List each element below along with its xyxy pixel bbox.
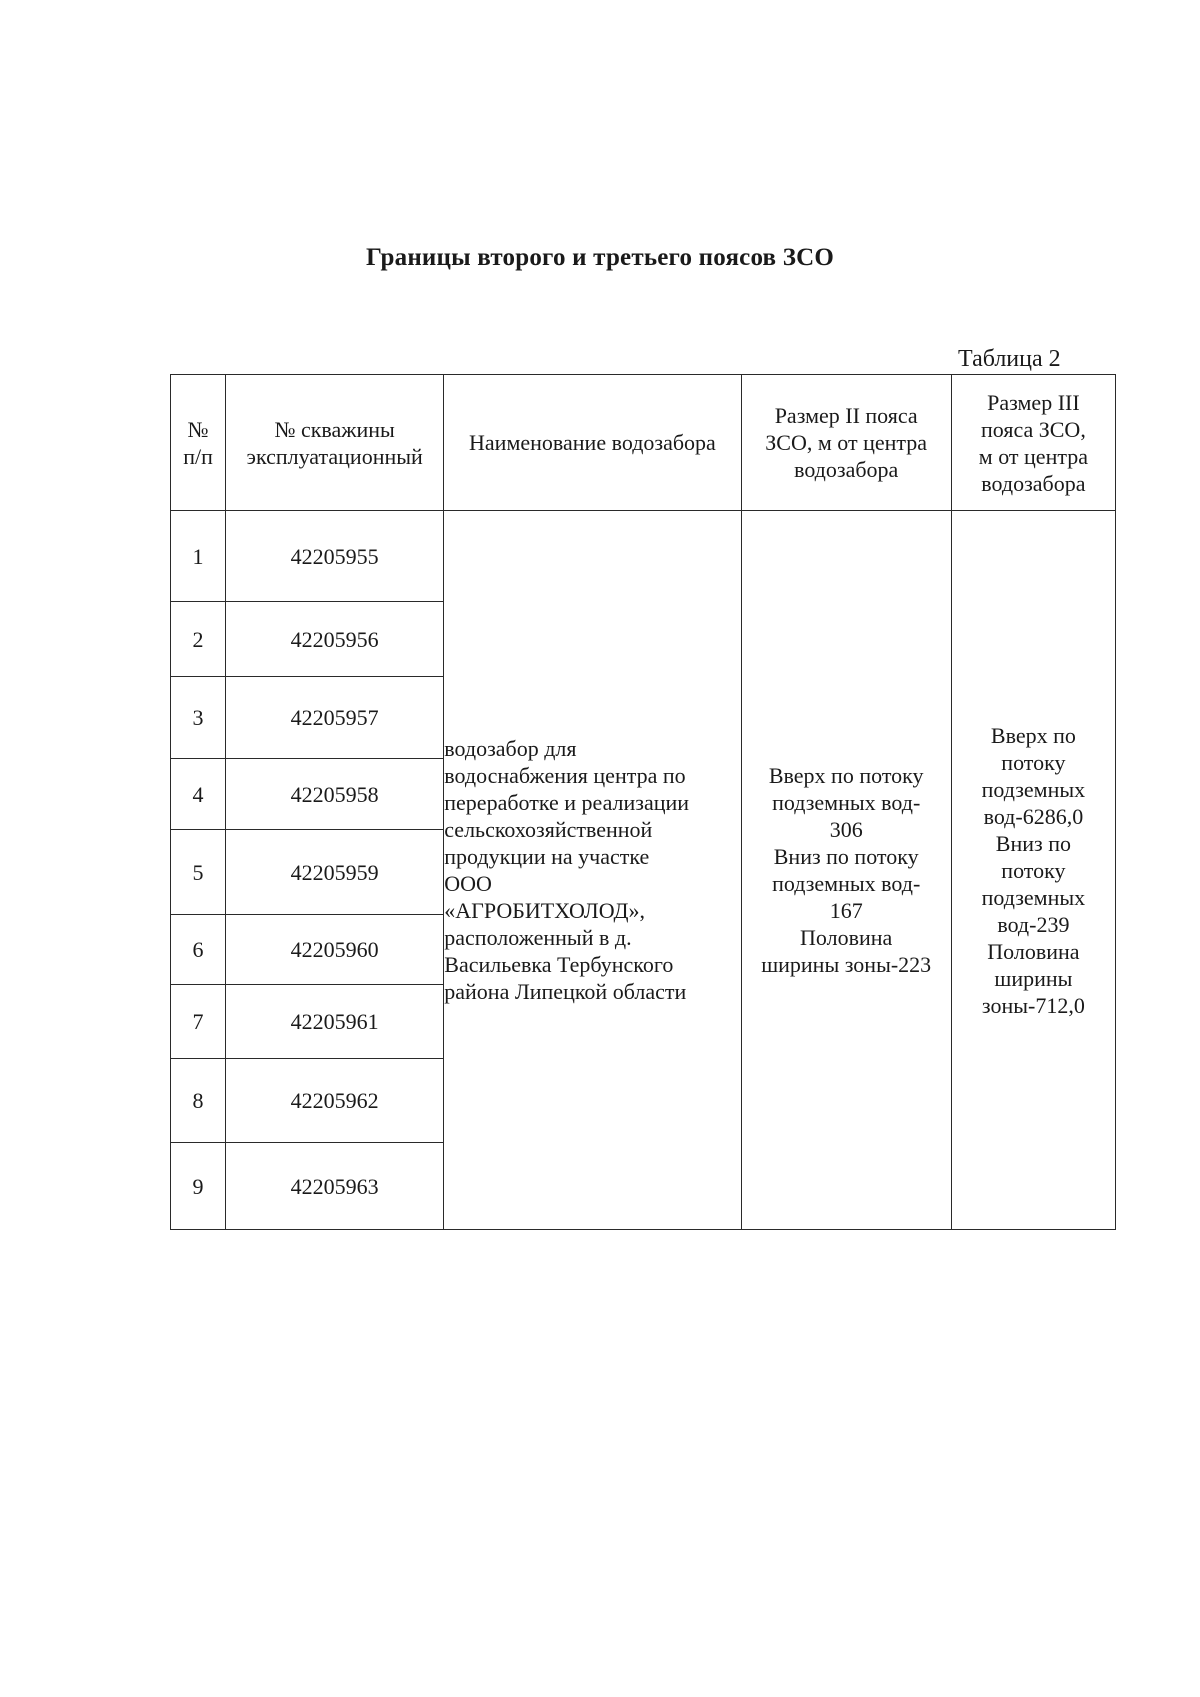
row-number: 8 [171,1059,226,1143]
well-number: 42205958 [226,759,444,830]
well-number: 42205956 [226,602,444,677]
well-number: 42205959 [226,830,444,915]
row-number: 5 [171,830,226,915]
row-number: 3 [171,677,226,759]
header-well-number: № скважины эксплуатационный [226,375,444,511]
row-number: 4 [171,759,226,830]
header-zone2-size: Размер II пояса ЗСО, м от центра водозабора [741,375,951,511]
page-title: Границы второго и третьего поясов ЗСО [365,244,835,271]
header-number: № п/п [171,375,226,511]
row-number: 2 [171,602,226,677]
row-number: 7 [171,985,226,1059]
row-number: 9 [171,1143,226,1230]
well-number: 42205960 [226,915,444,985]
zone2-size: Вверх по потоку подземных вод- 306 Вниз по потоку подземных вод- 167 Половина ширины зоны-223 [741,511,951,1230]
table-caption: Таблица 2 [958,346,1061,372]
intake-name: водозабор для водоснабжения центра по переработке и реализации сельскохозяйственной продукции на участке ООО «АГРОБИТХОЛОД», расположенный в д. Васильевка Тербунского района Липецкой области [444,511,741,1230]
well-number: 42205963 [226,1143,444,1230]
table-row [171,511,1116,602]
header-intake-name: Наименование водозабора [444,375,741,511]
well-number: 42205957 [226,677,444,759]
well-number: 42205955 [226,511,444,602]
header-zone3-size: Размер III пояса ЗСО, м от центра водозабора [951,375,1115,511]
zone3-size: Вверх по потоку подземных вод-6286,0 Вниз по потоку подземных вод-239 Половина ширины зоны-712,0 [951,511,1115,1230]
row-number: 6 [171,915,226,985]
row-number: 1 [171,511,226,602]
zso-boundaries-table [170,374,1116,1230]
well-number: 42205961 [226,985,444,1059]
well-number: 42205962 [226,1059,444,1143]
table-header-row [171,375,1116,511]
